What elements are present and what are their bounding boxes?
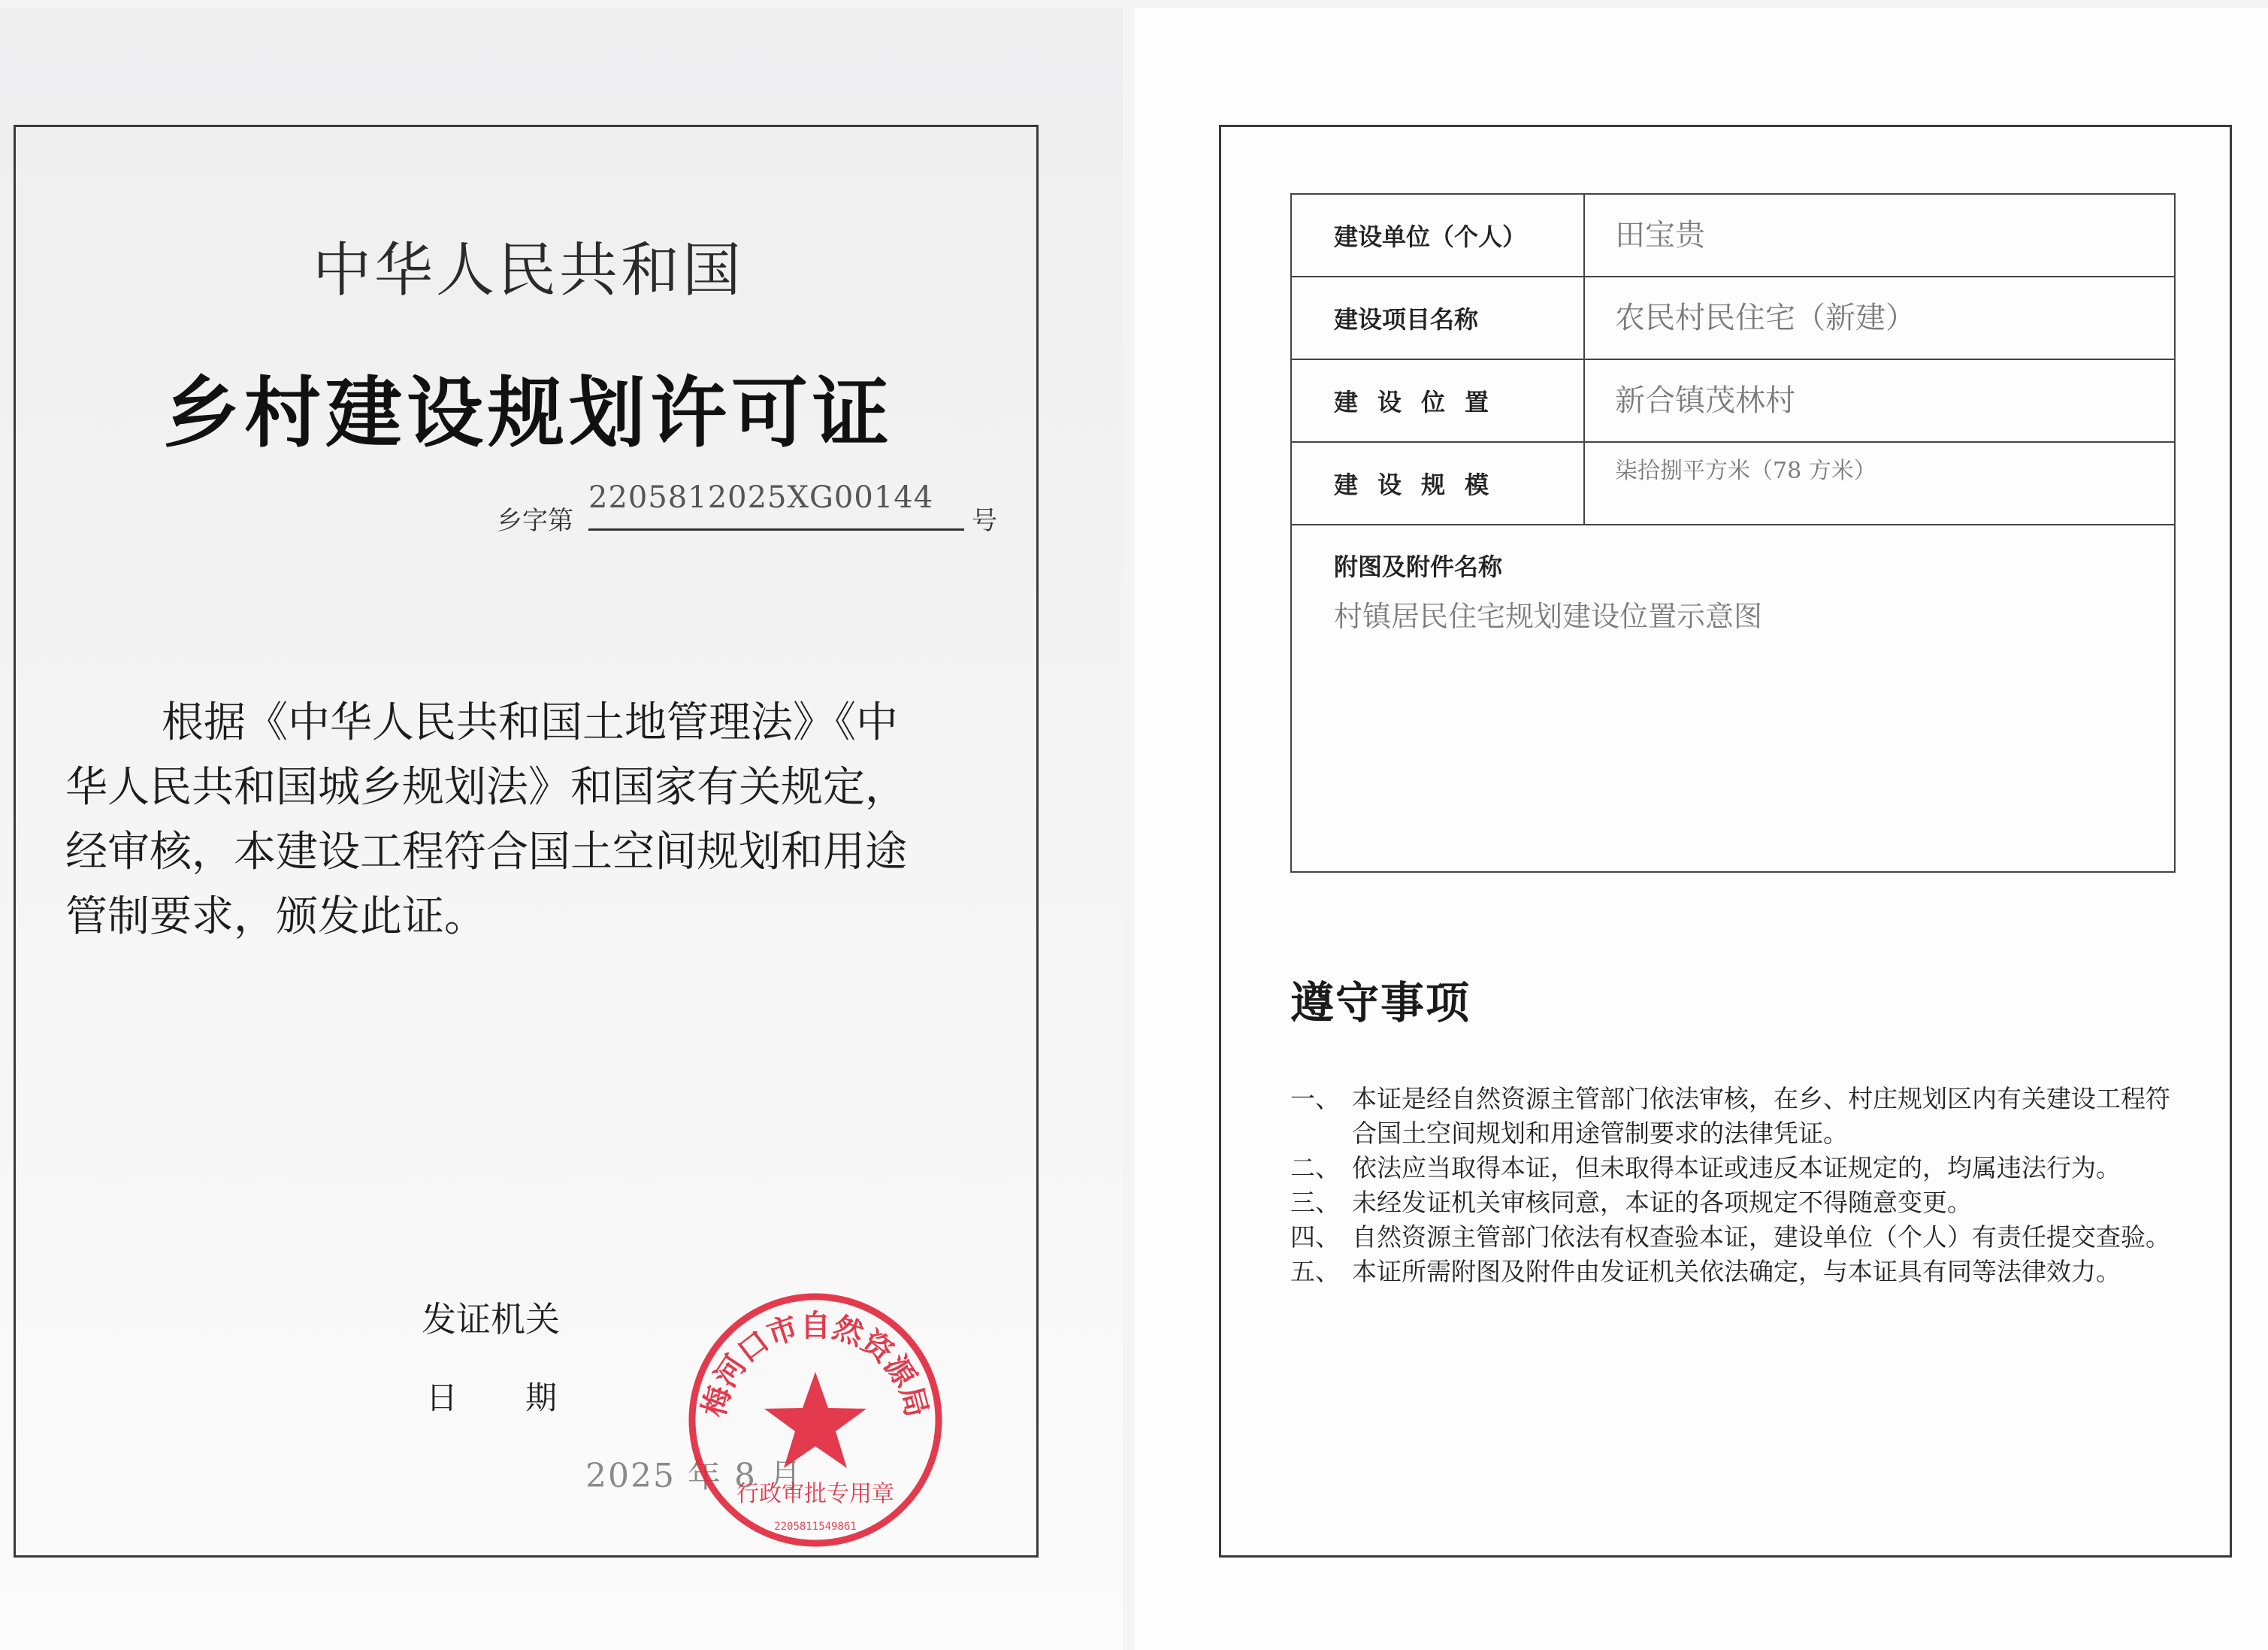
attachment-value: 村镇居民住宅规划建设位置示意图 <box>1334 600 1763 633</box>
note-text: 本证是经自然资源主管部门依法审核，在乡、村庄规划区内有关建设工程符合国土空间规划和用途管制要求的法律凭证。 <box>1352 1084 2170 1148</box>
list-item <box>1290 1151 2192 1185</box>
left-page-frame <box>14 125 1039 1558</box>
field-label: 建设规模 <box>1292 443 1585 524</box>
table-row <box>1292 443 2174 525</box>
certificate-title: 乡村建设规划许可证 <box>163 369 894 459</box>
note-text: 自然资源主管部门依法有权查验本证，建设单位（个人）有责任提交查验。 <box>1352 1222 2170 1252</box>
note-number: 四、 <box>1290 1222 1340 1252</box>
date-label: 日期 <box>426 1379 625 1416</box>
field-label: 建设位置 <box>1292 360 1585 441</box>
note-number: 三、 <box>1290 1188 1340 1217</box>
note-text: 依法应当取得本证，但未取得本证或违反本证规定的，均属违法行为。 <box>1352 1153 2121 1182</box>
date-value: 2025 年 8 月 <box>585 1457 803 1495</box>
note-text: 本证所需附图及附件由发证机关依法确定，与本证具有同等法律效力。 <box>1352 1257 2121 1286</box>
right-page-frame <box>1219 125 2232 1558</box>
list-item <box>1290 1082 2192 1151</box>
field-value: 新合镇茂林村 <box>1615 383 1795 418</box>
number-prefix: 乡字第 <box>497 506 573 536</box>
info-table <box>1290 193 2176 873</box>
seal-bottom-text: 行政审批专用章 <box>736 1481 894 1507</box>
star-icon <box>764 1372 866 1468</box>
field-value: 农民村民住宅（新建） <box>1615 301 1916 335</box>
seal-code: 2205811549861 <box>774 1521 857 1533</box>
field-label: 建设单位（个人） <box>1292 195 1585 276</box>
table-row <box>1292 195 2174 277</box>
official-seal <box>680 1285 951 1555</box>
field-value: 柒拾捌平方米（78 方米） <box>1615 458 1876 484</box>
certificate-number <box>497 480 1015 536</box>
statement-line: 根据《中华人民共和国土地管理法》《中 <box>162 698 898 747</box>
list-item <box>1290 1220 2192 1255</box>
right-page <box>1135 8 2268 1650</box>
note-number: 五、 <box>1290 1257 1340 1286</box>
notes-title: 遵守事项 <box>1290 977 1471 1028</box>
seal-top-text: 梅河口市自然资源局 <box>697 1309 934 1421</box>
country-title: 中华人民共和国 <box>312 237 744 304</box>
issuance-statement <box>65 691 1005 949</box>
issuer-label: 发证机关 <box>422 1299 560 1340</box>
number-value: 2205812025XG00144 <box>588 480 964 531</box>
table-row <box>1292 360 2174 443</box>
note-number: 二、 <box>1290 1153 1340 1182</box>
field-value: 田宝贵 <box>1615 218 1705 253</box>
note-text: 未经发证机关审核同意，本证的各项规定不得随意变更。 <box>1352 1188 1972 1217</box>
attachment-label: 附图及附件名称 <box>1334 553 1503 581</box>
list-item <box>1290 1255 2192 1289</box>
left-page <box>0 8 1123 1650</box>
list-item <box>1290 1185 2192 1220</box>
notes-list <box>1290 1082 2192 1289</box>
number-suffix: 号 <box>972 506 997 536</box>
note-number: 一、 <box>1290 1084 1340 1113</box>
statement-line: 管制要求，颁发此证。 <box>65 892 486 941</box>
attachment-cell <box>1292 525 2174 871</box>
field-label: 建设项目名称 <box>1292 277 1585 359</box>
statement-line: 华人民共和国城乡规划法》和国家有关规定， <box>65 763 907 812</box>
table-row <box>1292 277 2174 360</box>
statement-line: 经审核，本建设工程符合国土空间规划和用途 <box>65 828 907 876</box>
